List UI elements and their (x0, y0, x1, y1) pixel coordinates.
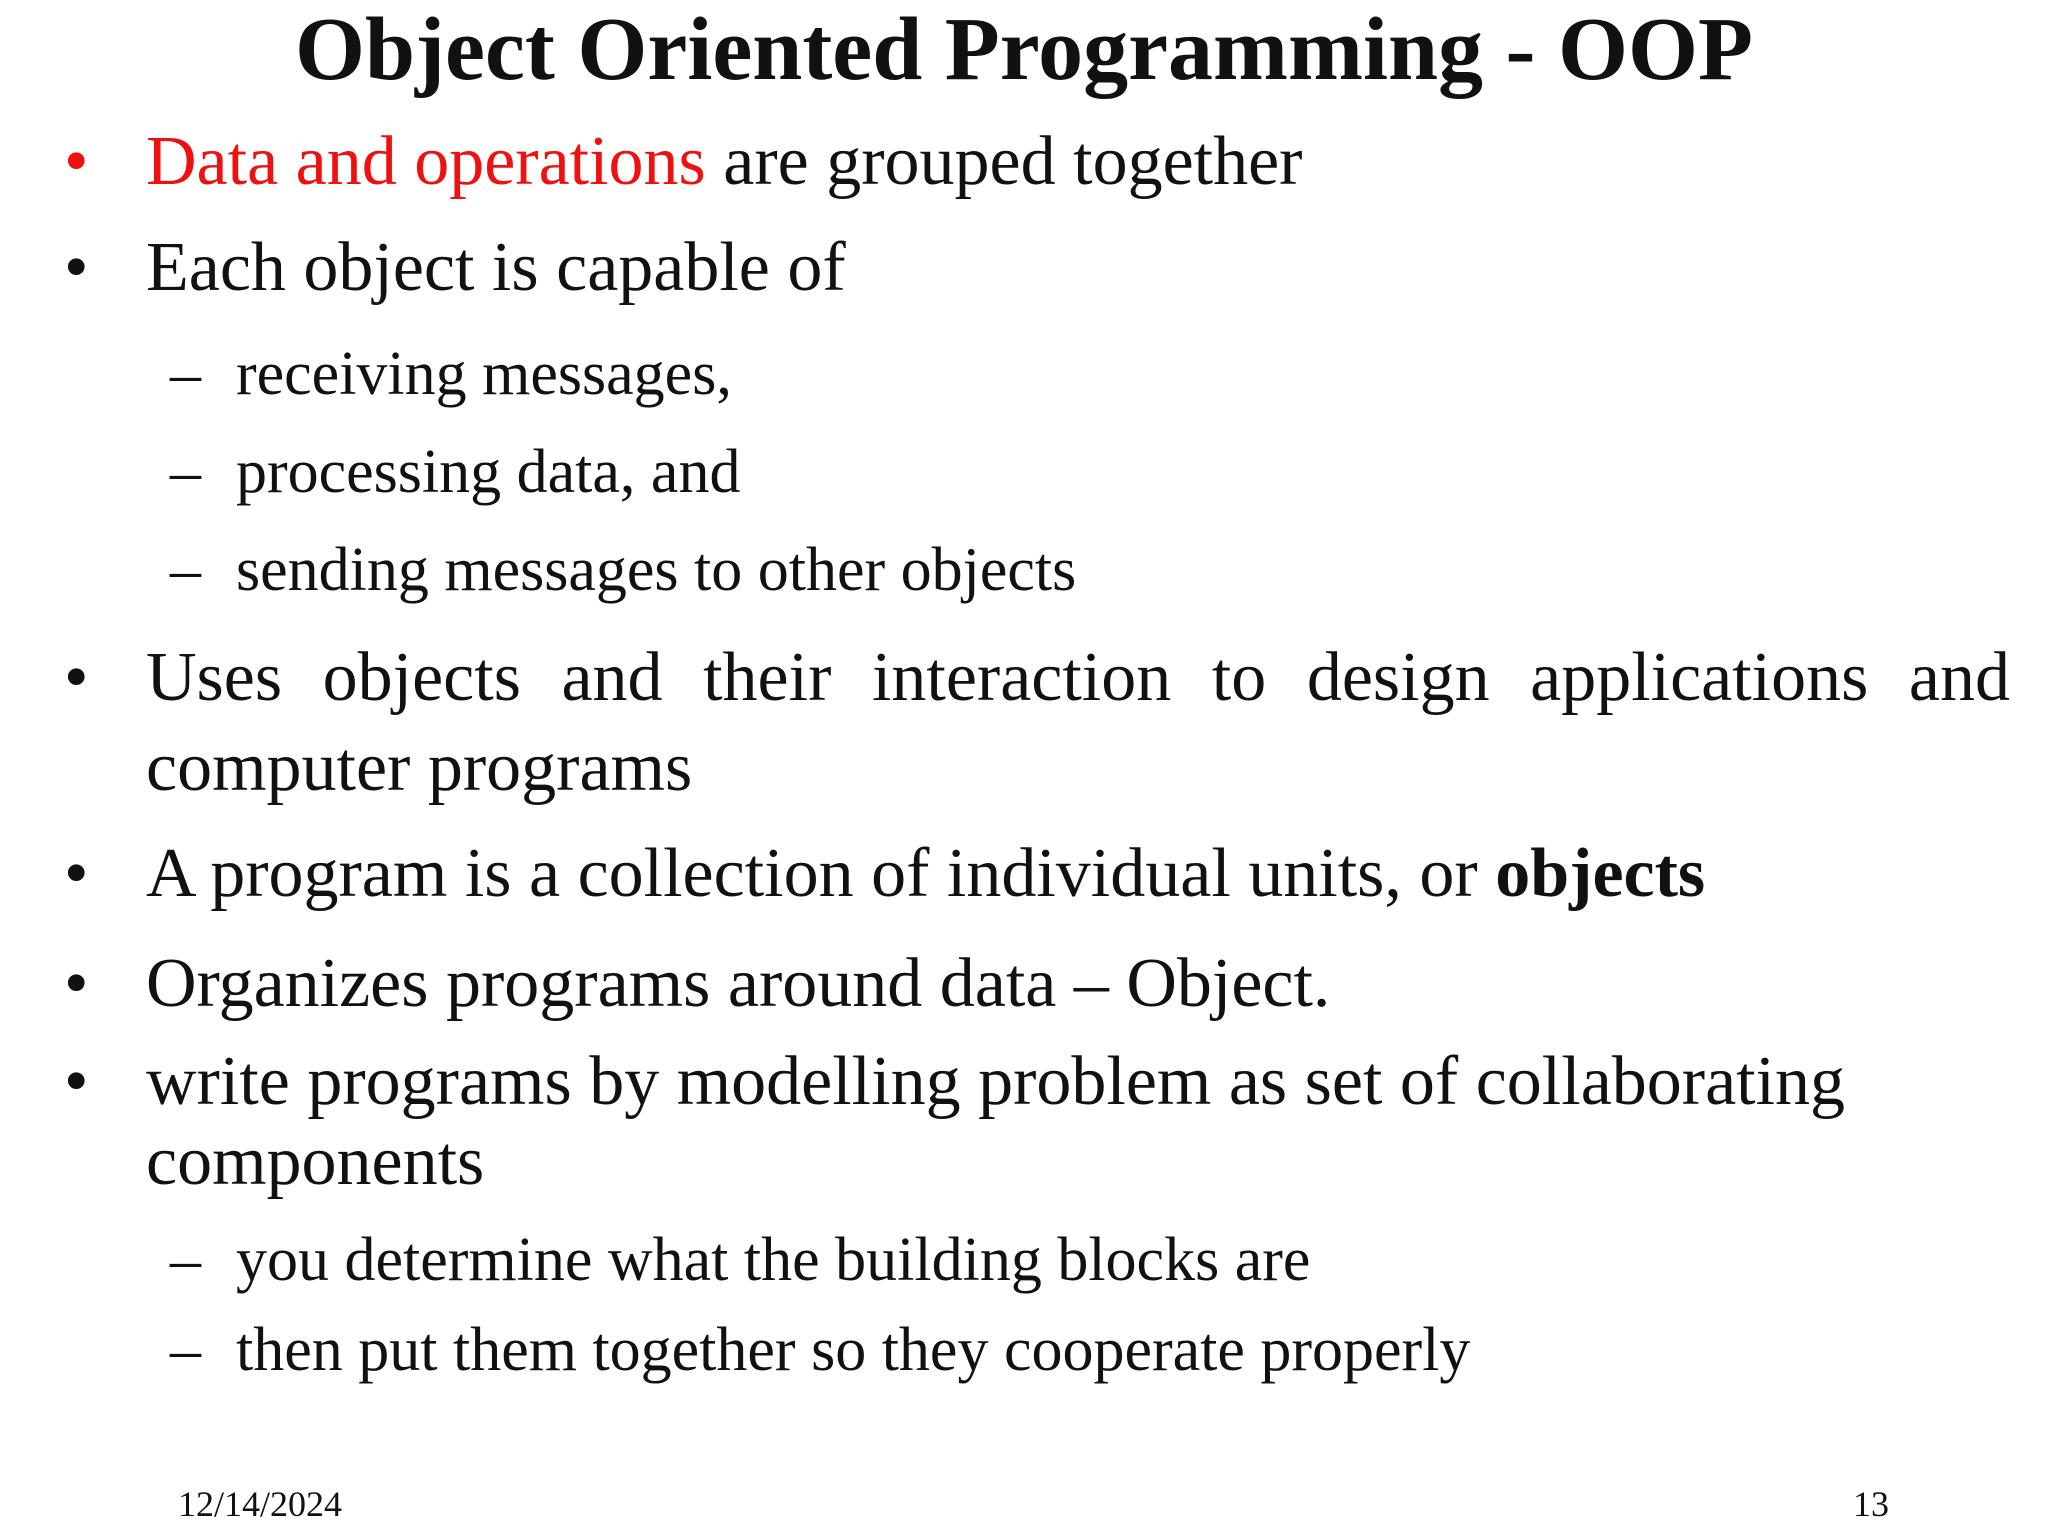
bullet-3-line-1: Uses objects and their interaction to design applications and (146, 639, 2010, 716)
bullet-4-bold: objects (1495, 835, 1706, 912)
bullet-6-line-1: write programs by modelling problem as set of collaborating (146, 1043, 1846, 1120)
sub-bullet-marker: – (170, 438, 201, 506)
sub-bullet-2-2: processing data, and (236, 438, 741, 506)
bullet-1 (146, 120, 1302, 204)
bullet-4-text: A program is a collection of individual units, or (146, 835, 1496, 912)
sub-bullet-2-1: receiving messages, (236, 340, 732, 408)
bullet-marker: • (64, 229, 89, 306)
slide-title: Object Oriented Programming - OOP (294, 0, 1754, 99)
bullet-marker: • (64, 639, 89, 716)
bullet-5: Organizes programs around data – Object. (146, 945, 1331, 1022)
bullet-2: Each object is capable of (146, 229, 846, 306)
sub-bullet-2-3: sending messages to other objects (236, 536, 1077, 604)
sub-bullet-marker: – (170, 536, 201, 604)
sub-bullet-marker: – (170, 1226, 201, 1294)
bullet-4 (146, 832, 1705, 916)
bullet-3-line-2: computer programs (146, 729, 693, 806)
sub-bullet-marker: – (170, 1316, 201, 1384)
bullet-marker: • (64, 835, 89, 912)
sub-bullet-marker: – (170, 340, 201, 408)
bullet-marker: • (64, 1043, 89, 1120)
footer-page-number: 13 (1853, 1484, 1889, 1524)
sub-bullet-6-1: you determine what the building blocks are (236, 1226, 1311, 1294)
bullet-1-highlight: Data and operations (146, 123, 706, 200)
bullet-1-text: are grouped together (705, 123, 1303, 200)
bullet-marker: • (64, 945, 89, 1022)
sub-bullet-6-2: then put them together so they cooperate properly (236, 1316, 1471, 1384)
footer-date: 12/14/2024 (178, 1484, 343, 1524)
bullet-6-line-2: components (146, 1123, 485, 1200)
bullet-marker: • (64, 123, 89, 200)
